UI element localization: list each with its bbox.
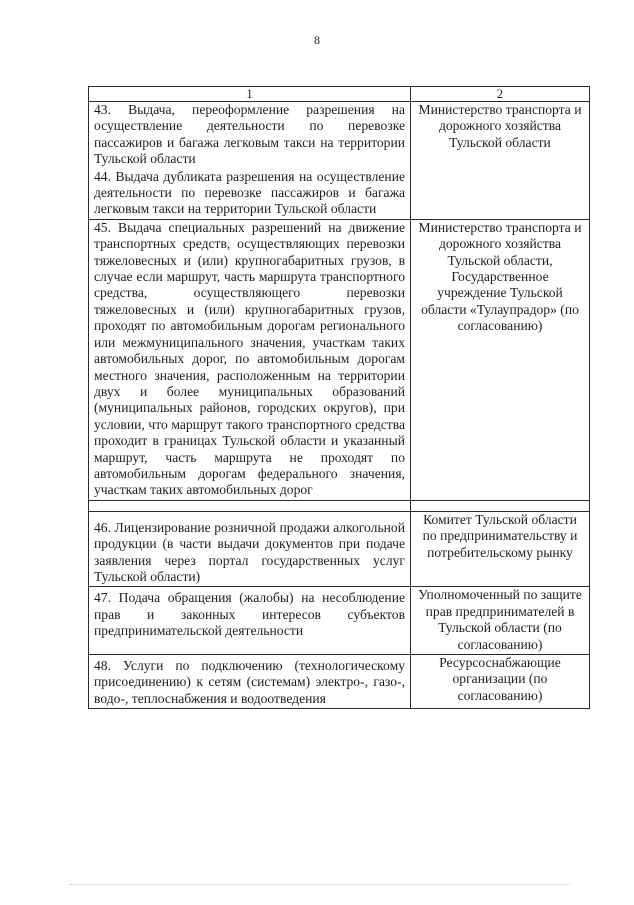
service-cell: 48. Услуги по подключению (технологическому присоединению) к сетям (системам) электро-, газо-, водо-, теплоснабжения и водоотведения: [89, 655, 411, 709]
authority-cell: Ресурсоснабжающие организации (по согласованию): [411, 655, 590, 709]
table-row: [89, 655, 590, 709]
service-cell: 44. Выдача дубликата разрешения на осуществление деятельности по перевозке пассажиров и багажа легковым такси на территории Тульской области: [89, 169, 411, 220]
service-cell: 47. Подача обращения (жалобы) на несоблюдение прав и законных интересов субъектов предпринимательской деятельности: [89, 587, 411, 655]
column-header-2: 2: [411, 87, 590, 102]
services-table: [88, 86, 590, 709]
authority-cell: Министерство транспорта и дорожного хозяйства Тульской области: [411, 102, 590, 220]
service-cell: 45. Выдача специальных разрешений на движение транспортных средств, осуществляющих перевозки тяжеловесных и (или) крупногабаритных грузов, в случае если маршрут, часть маршрута транспортного средства, осуществляющего перевозки тяжеловесных и (или) крупногабаритных грузов, проходят по автомобильным дорогам регионального или межмуниципального значения, участкам таких автомобильных дорог, по автомобильным дорогам местного значения, расположенным на территории двух и более муниципальных образований (муниципальных районов, городских округов), при условии, что маршрут такого транспортного средства проходит в границах Тульской области и указанный маршрут, часть маршрута не проходят по автомобильным дорогам федерального значения, участкам таких автомобильных дорог: [89, 219, 411, 500]
page-number: 8: [314, 33, 320, 47]
table-row: [89, 587, 590, 655]
row-spacer: [89, 500, 590, 511]
scan-edge-line: [70, 884, 570, 885]
table-row: [89, 511, 590, 587]
service-cell: 43. Выдача, переоформление разрешения на осуществление деятельности по перевозке пассажиров и багажа легковым такси на территории Тульской области: [89, 102, 411, 169]
table-row: [89, 219, 590, 500]
authority-cell: Комитет Тульской области по предпринимательству и потребительскому рынку: [411, 511, 590, 587]
column-header-1: 1: [89, 87, 411, 102]
table-header-row: [89, 87, 590, 102]
service-cell: 46. Лицензирование розничной продажи алкогольной продукции (в части выдачи документов при подаче заявления через портал государственных услуг Тульской области): [89, 511, 411, 587]
authority-cell: Министерство транспорта и дорожного хозяйства Тульской области, Государственное учреждение Тульской области «Тулаупрадор» (по согласованию): [411, 219, 590, 500]
authority-cell: Уполномоченный по защите прав предпринимателей в Тульской области (по согласованию): [411, 587, 590, 655]
table-row: [89, 102, 590, 169]
